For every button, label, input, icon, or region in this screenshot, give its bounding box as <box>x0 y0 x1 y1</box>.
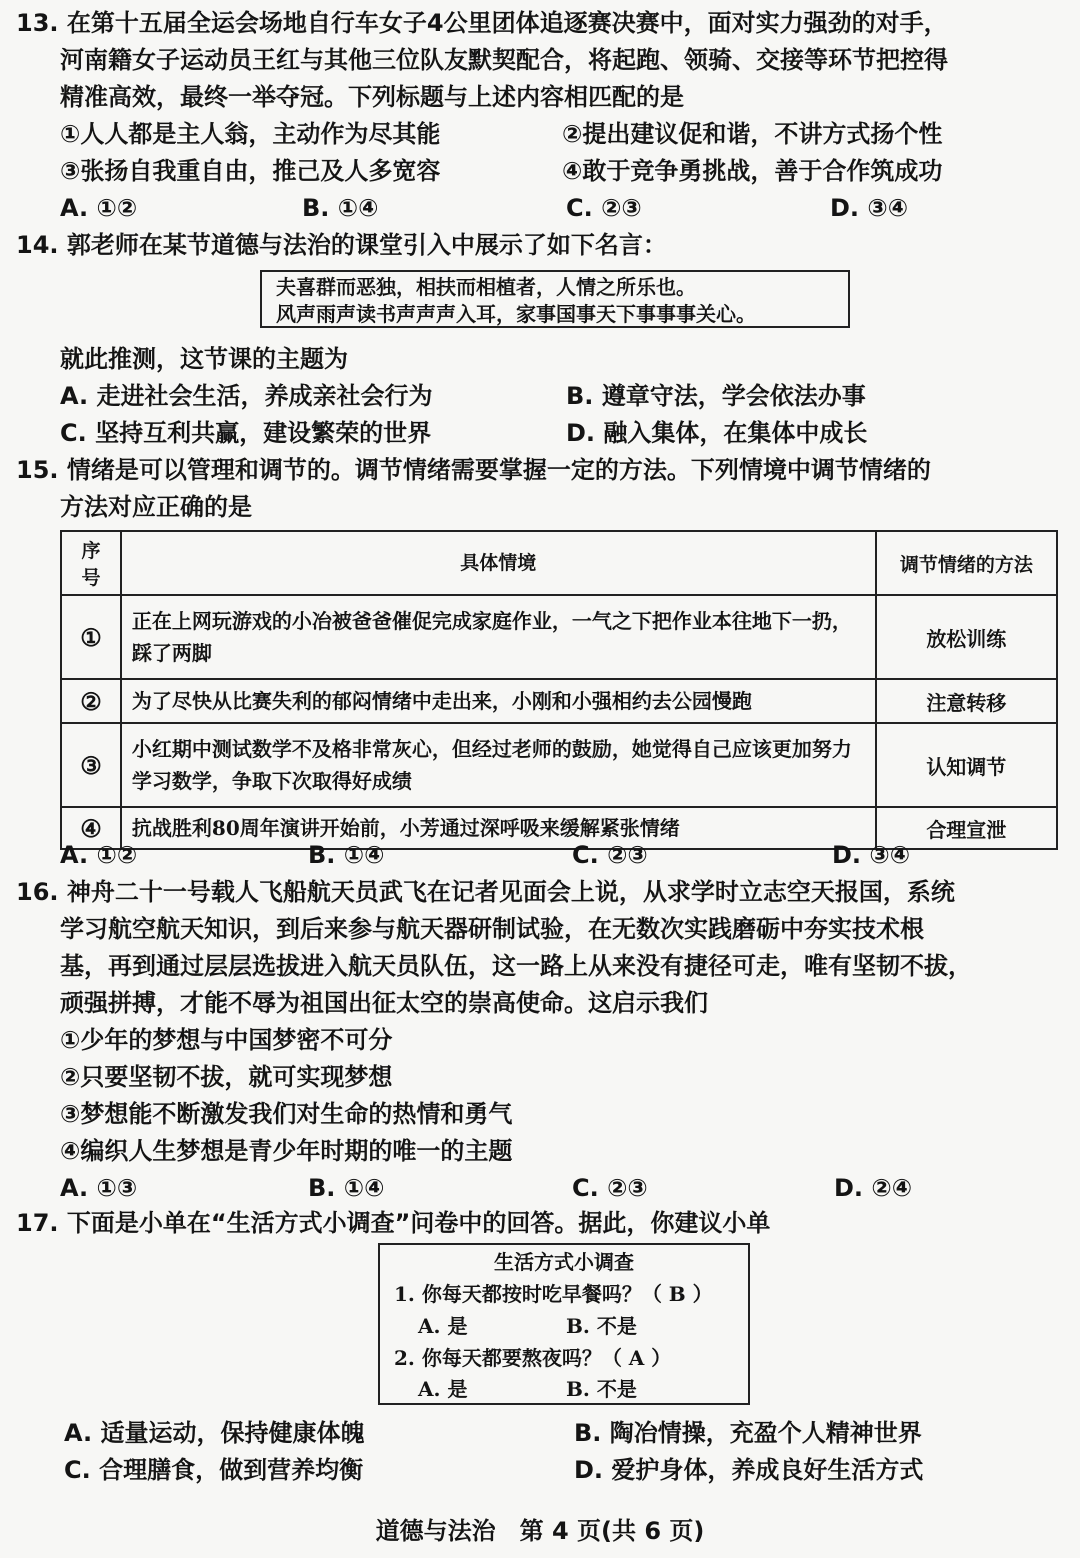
option-c: C. 坚持互利共赢，建设繁荣的世界 <box>60 419 432 447</box>
question-text: 16. 神舟二十一号载人飞船航天员武飞在记者见面会上说，从求学时立志空天报国，系统 <box>16 878 955 906</box>
row-method: 注意转移 <box>876 679 1057 723</box>
row-situation: 小红期中测试数学不及格非常灰心，但经过老师的鼓励，她觉得自己应该更加努力学习数学，争取下次取得好成绩 <box>121 723 876 807</box>
option-c: C. ②③ <box>572 1174 648 1202</box>
row-method: 认知调节 <box>876 723 1057 807</box>
option-c: C. ②③ <box>566 194 642 222</box>
question-text: 学习航空航天知识，到后来参与航天器研制试验，在无数次实践磨砺中夯实技术根 <box>60 915 924 943</box>
option-a: A. 适量运动，保持健康体魄 <box>64 1419 365 1447</box>
option-a: A. ①② <box>60 194 138 222</box>
statement-1: ①少年的梦想与中国梦密不可分 <box>60 1026 393 1054</box>
statement-1: ①人人都是主人翁，主动作为尽其能 <box>60 120 441 148</box>
table-row <box>61 679 1057 723</box>
option-d: D. 融入集体，在集体中成长 <box>566 419 868 447</box>
table-header: 调节情绪的方法 <box>876 531 1057 595</box>
row-number: ③ <box>61 723 121 807</box>
emotion-table <box>60 530 1058 850</box>
survey-title: 生活方式小调查 <box>494 1250 634 1274</box>
quote-line: 风声雨声读书声声声入耳，家事国事天下事事事关心。 <box>276 302 756 326</box>
option-c: C. 合理膳食，做到营养均衡 <box>64 1456 364 1484</box>
row-situation: 正在上网玩游戏的小冶被爸爸催促完成家庭作业，一气之下把作业本往地下一扔，踩了两脚 <box>121 595 876 679</box>
option-b: B. ①④ <box>308 841 385 869</box>
option-d: D. 爱护身体，养成良好生活方式 <box>574 1456 924 1484</box>
question-text: 14. 郭老师在某节道德与法治的课堂引入中展示了如下名言： <box>16 231 667 259</box>
statement-2: ②只要坚韧不拔，就可实现梦想 <box>60 1063 393 1091</box>
statement-2: ②提出建议促和谐，不讲方式扬个性 <box>562 120 943 148</box>
option-d: D. ③④ <box>830 194 909 222</box>
question-text: 方法对应正确的是 <box>60 493 252 521</box>
option-b: B. ①④ <box>308 1174 385 1202</box>
statement-4: ④敢于竞争勇挑战，善于合作筑成功 <box>562 157 943 185</box>
page-footer: 道德与法治 第 4 页(共 6 页) <box>375 1517 705 1545</box>
survey-choice: A. 是 <box>418 1377 468 1401</box>
option-a: A. ①③ <box>60 1174 138 1202</box>
option-b: B. 遵章守法，学会依法办事 <box>566 382 866 410</box>
option-d: D. ③④ <box>832 841 911 869</box>
row-situation: 抗战胜利80周年演讲开始前，小芳通过深呼吸来缓解紧张情绪 <box>121 807 876 849</box>
statement-4: ④编织人生梦想是青少年时期的唯一的主题 <box>60 1137 513 1165</box>
survey-question: 1. 你每天都按时吃早餐吗？（ B ） <box>394 1282 713 1306</box>
question-text: 精准高效，最终一举夺冠。下列标题与上述内容相匹配的是 <box>60 83 684 111</box>
row-number: ① <box>61 595 121 679</box>
table-header-row <box>61 531 1057 595</box>
question-text: 15. 情绪是可以管理和调节的。调节情绪需要掌握一定的方法。下列情境中调节情绪的 <box>16 456 931 484</box>
option-d: D. ②④ <box>834 1174 913 1202</box>
table-row <box>61 595 1057 679</box>
option-a: A. ①② <box>60 841 138 869</box>
option-b: B. ①④ <box>302 194 379 222</box>
row-method: 放松训练 <box>876 595 1057 679</box>
table-header: 序号 <box>61 531 121 595</box>
survey-choice: B. 不是 <box>566 1314 637 1338</box>
question-prompt: 就此推测，这节课的主题为 <box>60 345 348 373</box>
option-a: A. 走进社会生活，养成亲社会行为 <box>60 382 433 410</box>
survey-choice: B. 不是 <box>566 1377 637 1401</box>
option-b: B. 陶冶情操，充盈个人精神世界 <box>574 1419 922 1447</box>
statement-3: ③梦想能不断激发我们对生命的热情和勇气 <box>60 1100 513 1128</box>
quote-box <box>260 270 850 328</box>
survey-question: 2. 你每天都要熬夜吗？（ A ） <box>394 1346 672 1370</box>
option-c: C. ②③ <box>572 841 648 869</box>
row-method: 合理宣泄 <box>876 807 1057 849</box>
question-text: 13. 在第十五届全运会场地自行车女子4公里团体追逐赛决赛中，面对实力强劲的对手， <box>16 9 948 37</box>
table-header: 具体情境 <box>121 531 876 595</box>
question-text: 河南籍女子运动员王红与其他三位队友默契配合，将起跑、领骑、交接等环节把控得 <box>60 46 948 74</box>
question-text: 基，再到通过层层选拔进入航天员队伍，这一路上从来没有捷径可走，唯有坚韧不拔， <box>60 952 972 980</box>
question-text: 17. 下面是小单在“生活方式小调查”问卷中的回答。据此，你建议小单 <box>16 1209 771 1237</box>
statement-3: ③张扬自我重自由，推己及人多宽容 <box>60 157 441 185</box>
quote-line: 夫喜群而恶独，相扶而相植者，人情之所乐也。 <box>276 275 696 299</box>
question-text: 顽强拼搏，才能不辱为祖国出征太空的崇高使命。这启示我们 <box>60 989 708 1017</box>
row-number: ④ <box>61 807 121 849</box>
survey-box <box>378 1243 750 1405</box>
survey-choice: A. 是 <box>418 1314 468 1338</box>
table-row <box>61 723 1057 807</box>
row-situation: 为了尽快从比赛失利的郁闷情绪中走出来，小刚和小强相约去公园慢跑 <box>121 679 876 723</box>
row-number: ② <box>61 679 121 723</box>
